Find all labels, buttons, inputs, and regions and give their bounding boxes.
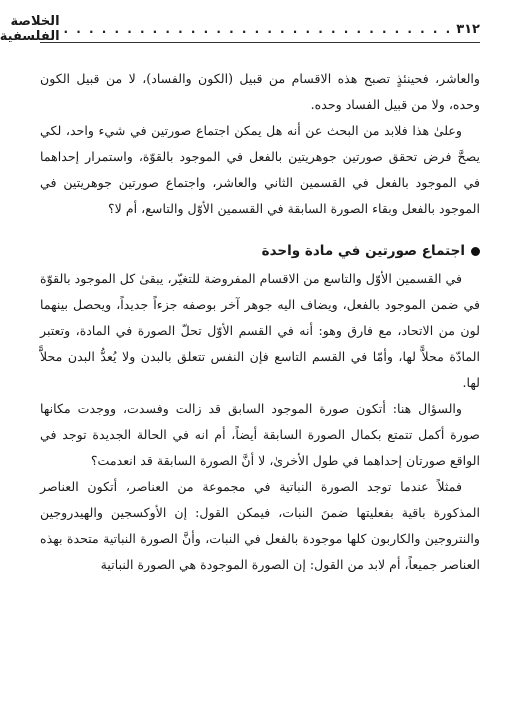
running-header (0, 14, 480, 44)
header-rule (40, 42, 480, 43)
paragraph: في القسمين الأوّل والتاسع من الاقسام المفروضة للتغيّر، يبقىٰ كل الموجود بالقوّة في ضمن الموجود بالفعل، ويضاف اليه جوهر آخر بوصفه جزءاً جديداً، ويحصل بينهما لون من الاتحاد، مع فارق وهو: أنه في القسم الأوّل تحلّ الصورة في المادة، وتعتبر المادّة محلاًّ لها، وأمّا في القسم التاسع فإن النفس تتعلق بالبدن ولا يُعدُّ البدن محلاًّ لها. (40, 271, 480, 390)
paragraph-continuation: والعاشر، فحينئذٍ تصبح هذه الاقسام من قبيل (الكون والفساد)، لا من قبيل الكون وحده، ولا من قبيل الفساد وحده. (40, 71, 480, 112)
book-page (0, 10, 480, 710)
page-body (40, 66, 480, 578)
section-heading-text: اجتماع صورتين في مادة واحدة (261, 243, 465, 259)
header-leader-dots: . . . . . . . . . . . . . . . . . . . . . . . . . . . . . . . (63, 22, 453, 36)
paragraph: والسؤال هنا: أتكون صورة الموجود السابق قد زالت وفسدت، ووجدت مكانها صورة أكمل تتمتع بكمال الصورة السابقة أيضاً، أم انه في الحالة الجديدة توجد في الواقع صورتان إحداهما في طول الأخرىٰ، لا أنَّ الصورة السابقة قد انعدمت؟ (40, 401, 480, 468)
paragraph: فمثلاً عندما توجد الصورة النباتية في مجموعة من العناصر، أتكون العناصر المذكورة باقية بفعليتها ضمنَ النبات، فيمكن القول: إن الأوكسجين والهيدروجين والنتروجين والكاربون كلها موجودة بالفعل في النبات، وأنَّ الصورة النباتية متحدة بهذه العناصر جميعاً، أم لابد من القول: إن الصورة الموجودة هي الصورة النباتية (40, 479, 480, 572)
bullet-icon (471, 247, 480, 256)
section-heading (40, 238, 480, 264)
paragraph: وعلىٰ هذا فلابد من البحث عن أنه هل يمكن اجتماع صورتين في شيء واحد، لكي يصحَّ فرض تحقق صورتين جوهريتين بالفعل في الموجود بالقوّة، واستمرار إحداهما في الموجود بالفعل في القسمين الثاني والعاشر، واجتماع صورتين جوهريتين في الموجود بالفعل وبقاء الصورة السابقة في القسمين الأوّل والتاسع، أم لا؟ (40, 123, 480, 216)
book-title: الخلاصة الفلسفية (0, 14, 60, 44)
page-number: ٣١٢ (456, 21, 480, 37)
